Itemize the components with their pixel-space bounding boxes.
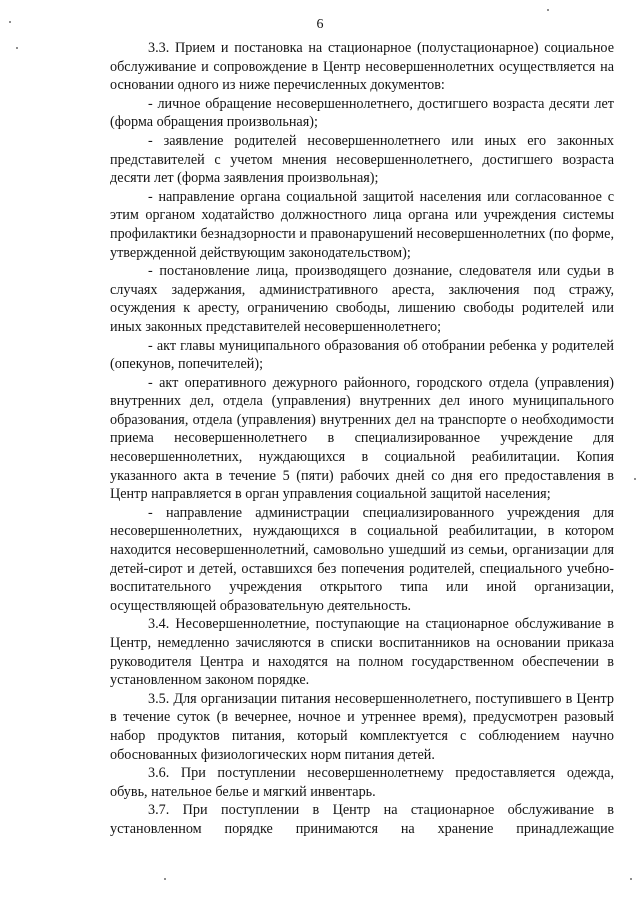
list-item-police-duty-officer-act: - акт оперативного дежурного районного, городского отдела (управления) внутренних дел, отдела (управления) внутренних дел иного муниципального образования, отдела (управления) внутренних дел на транспорте о необходимости приема несовершеннолетнего в специализированное учреждение для несовершеннолетних, нуждающихся в социальной реабилитации. Копия указанного акта в течение 5 (пяти) рабочих дней со дня его предоставления в Центр направляется в орган управления социальной защитой населения; xyxy=(110,374,614,503)
scan-speck xyxy=(16,47,18,49)
scan-speck xyxy=(634,478,636,480)
scan-speck xyxy=(547,9,549,11)
paragraph-3-7: 3.7. При поступлении в Центр на стационарное обслуживание в установленном порядке принимаются на хранение принадлежащие xyxy=(110,802,614,837)
scan-speck xyxy=(164,878,166,880)
paragraph-3-5: 3.5. Для организации питания несовершеннолетнего, поступившего в Центр в течение суток (в вечернее, ночное и утреннее время), предусмотрен разовый набор продуктов питания, который комплектуется с соблюдением научно обоснованных физиологических норм питания детей. xyxy=(110,690,614,763)
list-item-investigator-resolution: - постановление лица, производящего дознание, следователя или судьи в случаях задержания, административного ареста, заключения под стражу, осуждения к аресту, ограничению свободы, лишению свободы родителей или иных законных представителей несовершеннолетнего; xyxy=(110,263,614,335)
paragraph-3-4: 3.4. Несовершеннолетние, поступающие на стационарное обслуживание в Центр, немедленно зачисляются в списки воспитанников на основании приказа руководителя Центра и находятся на полном государственном обеспечении в установленном законом порядке. xyxy=(110,616,614,689)
list-item-personal-request: - личное обращение несовершеннолетнего, достигшего возраста десяти лет (форма обращения произвольная); xyxy=(110,95,614,131)
document-body xyxy=(110,39,614,839)
scan-speck xyxy=(9,21,11,23)
page-number: 6 xyxy=(316,17,324,32)
list-item-municipal-act: - акт главы муниципального образования об отобрании ребенка у родителей (опекунов, попечителей); xyxy=(110,337,614,373)
list-item-parents-statement: - заявление родителей несовершеннолетнего или иных его законных представителей с учетом мнения несовершеннолетнего, достигшего возраста десяти лет (форма заявления произвольная); xyxy=(110,132,614,187)
paragraph-3-3: 3.3. Прием и постановка на стационарное (полустационарное) социальное обслуживание и сопровождение в Центр несовершеннолетних осуществляется на основании одного из ниже перечисленных документов: xyxy=(110,40,614,94)
scan-speck xyxy=(630,878,632,880)
list-item-institution-referral: - направление администрации специализированного учреждения для несовершеннолетних, нуждающихся в социальной реабилитации, в котором находится несовершеннолетний, самовольно ушедший из семьи, организации для детей-сирот и детей, оставшихся без попечения родителей, специального учебно-воспитательного учреждения открытого типа или иной организации, осуществляющей образовательную деятельность. xyxy=(110,504,614,614)
paragraph-3-6: 3.6. При поступлении несовершеннолетнему предоставляется одежда, обувь, нательное белье и мягкий инвентарь. xyxy=(110,765,614,800)
list-item-social-protection-referral: - направление органа социальной защитой населения или согласованное с этим органом ходатайство должностного лица органа или учреждения системы профилактики безнадзорности и правонарушений несовершеннолетних (по форме, утвержденной действующим законодательством); xyxy=(110,188,614,261)
